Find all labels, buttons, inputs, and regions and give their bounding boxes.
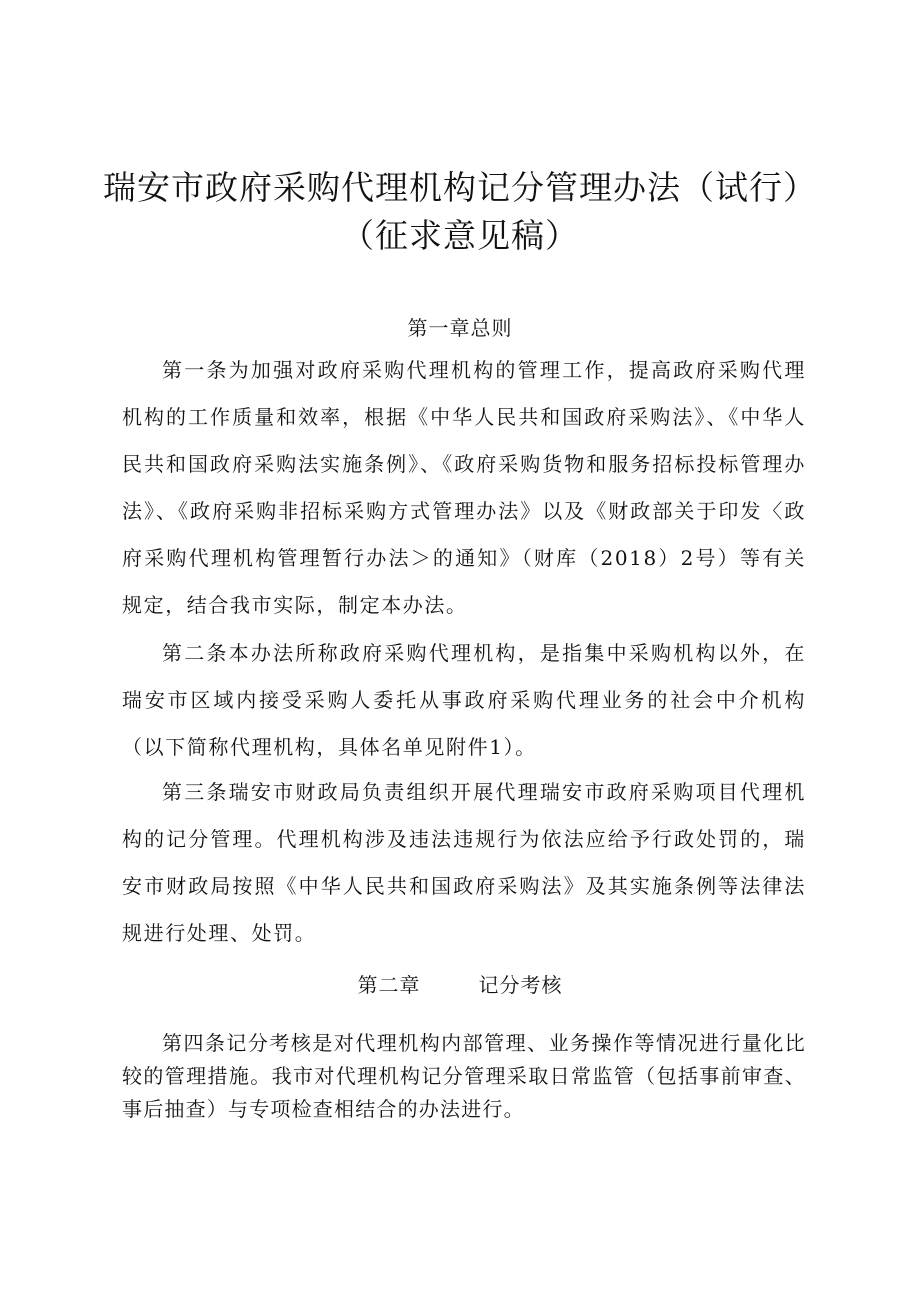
article-2: 第二条本办法所称政府采购代理机构，是指集中采购机构以外，在瑞安市区域内接受采购人委托从事政府采购代理业务的社会中介机构（以下简称代理机构，具体名单见附件1）。 (122, 641, 806, 759)
chapter-2-number: 第二章 (357, 973, 421, 997)
article-3: 第三条瑞安市财政局负责组织开展代理瑞安市政府采购项目代理机构的记分管理。代理机构涉及违法违规行为依法应给予行政处罚的，瑞安市财政局按照《中华人民共和国政府采购法》及其实施条例等法律法规进行处理、处罚。 (122, 780, 806, 945)
document-title: 瑞安市政府采购代理机构记分管理办法（试行） (103, 168, 817, 207)
document-subtitle: （征求意见稿） (341, 216, 579, 255)
article-1: 第一条为加强对政府采购代理机构的管理工作，提高政府采购代理机构的工作质量和效率，根据《中华人民共和国政府采购法》、《中华人民共和国政府采购法实施条例》、《政府采购货物和服务招标投标管理办法》、《政府采购非招标采购方式管理办法》以及《财政部关于印发〈政府采购代理机构管理暂行办法＞的通知》（财库（2018）2号）等有关规定，结合我市实际，制定本办法。 (122, 358, 806, 617)
chapter-heading-2 (0, 969, 920, 998)
chapter-2-name: 记分考核 (478, 973, 563, 997)
article-4: 第四条记分考核是对代理机构内部管理、业务操作等情况进行量化比较的管理措施。我市对代理机构记分管理采取日常监管（包括事前审查、事后抽查）与专项检查相结合的办法进行。 (122, 1031, 806, 1121)
chapter-heading-1: 第一章总则 (407, 316, 513, 340)
